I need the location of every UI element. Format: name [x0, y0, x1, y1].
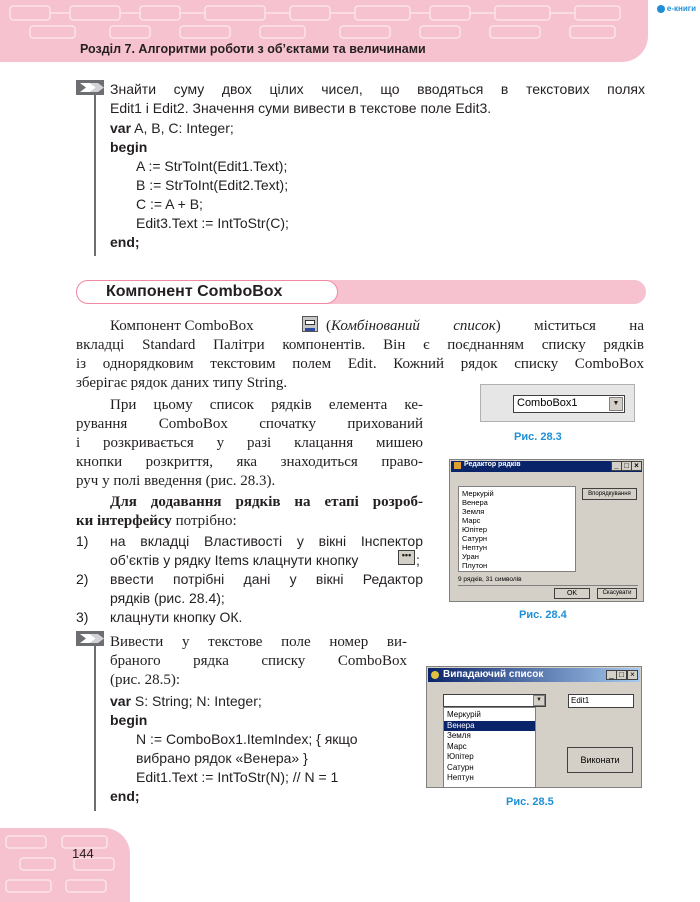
app-icon: [454, 462, 461, 469]
fig284-sort-button[interactable]: Впорядкування: [582, 488, 637, 500]
fig284-list-item: Марс: [462, 516, 481, 525]
code-keyword: var: [110, 120, 132, 136]
ellipsis-button-icon: •••: [398, 550, 415, 565]
para3-text: потрібно:: [171, 513, 237, 529]
code-keyword: begin: [110, 139, 148, 155]
fig285-list-item[interactable]: Меркурій: [447, 710, 481, 719]
fig284-items: [459, 487, 575, 572]
code-line: A := StrToInt(Edit1.Text);: [136, 158, 288, 174]
code-line: C := A + B;: [136, 196, 203, 212]
fig285-list-item[interactable]: Земля: [447, 731, 471, 740]
fig283-combobox[interactable]: [513, 395, 625, 413]
fig284-list-item: Меркурій: [462, 489, 494, 498]
code-line: вибрано рядок «Венера» }: [136, 750, 308, 766]
fig284-title: Редактор рядків: [464, 461, 521, 468]
section-title: Компонент ComboBox: [106, 283, 283, 300]
fig284-caption: Рис. 28.4: [519, 609, 567, 621]
fig284-list-item: Плутон: [462, 561, 488, 570]
fig284-list-item: Уран: [462, 552, 479, 561]
page-number: 144: [72, 846, 94, 861]
code-keyword: end;: [110, 788, 140, 804]
para1-line3: із однорядковим текстовим полем Edit. Кожний рядок списку ComboBox: [76, 356, 644, 372]
fig284-ok-button[interactable]: OK: [554, 588, 590, 599]
dropdown-arrow-icon[interactable]: ▼: [533, 695, 545, 706]
fig284-window: [449, 459, 644, 602]
code-keyword: begin: [110, 712, 148, 728]
code-line: B := StrToInt(Edit2.Text);: [136, 177, 289, 193]
publisher-logo: [657, 4, 696, 13]
para1-line1-rest: [326, 317, 644, 336]
example2-task-line1: Вивести у текстове поле номер ви-: [110, 634, 407, 650]
para2-line3: і розкривається у разі клацання мишею: [76, 435, 423, 451]
app-icon: [431, 671, 439, 679]
para3-line1: Для додавання рядків на етапі розроб-: [110, 494, 423, 510]
para3-line2: [76, 512, 237, 531]
code-line: Edit3.Text := IntToStr(C);: [136, 215, 289, 231]
example2-task-line2: браного рядка списку ComboBox: [110, 653, 407, 669]
code-line: [110, 119, 289, 138]
fig284-list-item: Юпітер: [462, 525, 487, 534]
fig284-status: 9 рядків, 31 символів: [458, 576, 522, 583]
fig284-memo[interactable]: [458, 486, 576, 572]
fig284-list-item: Венера: [462, 498, 488, 507]
example-bar: [94, 646, 96, 811]
list-item-1-semicolon: ;: [416, 552, 420, 568]
example1-task-line2: Edit1 і Edit2. Значення суми вивести в текстове поле Edit3.: [110, 100, 492, 116]
fig284-list-item: Земля: [462, 507, 485, 516]
logo-text: e-книги: [666, 4, 696, 13]
fig285-edit[interactable]: Edit1: [568, 694, 634, 708]
maximize-icon[interactable]: □: [616, 670, 627, 680]
para1-line1: [110, 317, 254, 336]
fig285-combobox[interactable]: [443, 694, 546, 707]
code-line: [110, 711, 358, 730]
dropdown-arrow-icon[interactable]: ▼: [609, 397, 623, 411]
para1-line4: зберігає рядок даних типу String.: [76, 375, 288, 391]
code-line: [110, 138, 289, 157]
para3-bold: ки інтерфейсу: [76, 513, 172, 529]
para1-text: Компонент ComboBox: [110, 318, 254, 334]
fig284-cancel-button[interactable]: Скасувати: [597, 588, 637, 599]
fig285-dropdown-list[interactable]: [443, 707, 536, 788]
example-arrow-icon: [76, 631, 104, 646]
list-num-1: 1): [76, 533, 89, 549]
example-bar: [94, 95, 96, 256]
minimize-icon[interactable]: _: [606, 670, 617, 680]
list-item-2-line1: ввести потрібні дані у вікні Редактор: [110, 571, 423, 587]
para2-line4: кнопки розкриття, яка знаходиться право-: [76, 454, 423, 470]
fig284-list-item: Нептун: [462, 543, 488, 552]
fig285-list-item[interactable]: Юпітер: [447, 752, 474, 761]
list-item-1-line2: об’єктів у рядку Items клацнути кнопку: [110, 552, 359, 568]
example1-task-line1: Знайти суму двох цілих чисел, що вводяться в текстових полях: [110, 81, 645, 97]
fig285-list-item[interactable]: Нептун: [447, 773, 474, 782]
logo-icon: [657, 5, 665, 13]
fig284-list-item: Сатурн: [462, 534, 488, 543]
footer-pattern: [0, 828, 130, 902]
close-icon[interactable]: ×: [627, 670, 638, 680]
fig284-titlebar: [451, 461, 642, 472]
code-line: [110, 787, 358, 806]
code-line: N := ComboBox1.ItemIndex; { якщо: [136, 731, 358, 747]
running-head: Розділ 7. Алгоритми роботи з об’єктами та величинами: [80, 42, 426, 56]
para2-line2: рування ComboBox спочатку прихований: [76, 416, 423, 432]
code-keyword: var: [110, 693, 132, 709]
code-text: S: String; N: Integer;: [131, 693, 262, 709]
para1-text: ) міститься на: [495, 318, 644, 334]
list-num-2: 2): [76, 571, 89, 587]
code-keyword: end;: [110, 234, 140, 250]
fig285-execute-button[interactable]: Виконати: [567, 747, 633, 773]
fig285-items: [444, 708, 535, 786]
fig283-caption: Рис. 28.3: [514, 431, 562, 443]
minimize-icon[interactable]: _: [611, 461, 622, 471]
fig285-list-item[interactable]: Венера: [444, 721, 535, 732]
para1-paren: (: [326, 318, 331, 334]
fig283-frame: [480, 384, 635, 422]
para1-italic: Комбінований список: [331, 318, 496, 334]
fig285-window: [426, 666, 642, 788]
fig285-list-item[interactable]: Сатурн: [447, 762, 474, 772]
combobox-tool-icon: [302, 316, 318, 332]
close-icon[interactable]: ×: [631, 461, 642, 471]
fig285-title: Випадаючий список: [443, 669, 544, 680]
fig285-list-item[interactable]: Марс: [447, 741, 467, 751]
para1-line2: вкладці Standard Палітри компонентів. Він є поєднанням списку рядків: [76, 337, 644, 353]
para2-line5: руч у полі введення (рис. 28.3).: [76, 473, 276, 489]
fig285-titlebar: [428, 668, 640, 682]
list-num-3: 3): [76, 609, 89, 625]
list-item-1-line1: на вкладці Властивості у вікні Інспектор: [110, 533, 423, 549]
code-line: [110, 233, 289, 252]
para2-line1: При цьому список рядків елемента ке-: [110, 397, 423, 413]
code-text: A, B, C: Integer;: [131, 120, 234, 136]
list-item-3-line1: клацнути кнопку ОК.: [110, 609, 243, 625]
divider: [458, 585, 638, 586]
fig283-combobox-text: ComboBox1: [517, 397, 578, 409]
fig285-caption: Рис. 28.5: [506, 796, 554, 808]
list-item-2-line2: рядків (рис. 28.4);: [110, 590, 225, 606]
example1-code: [110, 119, 289, 252]
example-arrow-icon: [76, 80, 104, 95]
code-line: [110, 692, 358, 711]
example2-task-line3: (рис. 28.5):: [110, 672, 181, 688]
maximize-icon[interactable]: □: [621, 461, 632, 471]
example2-code: [110, 692, 358, 806]
code-line: Edit1.Text := IntToStr(N); // N = 1: [136, 769, 339, 785]
footer-band: [0, 828, 130, 902]
